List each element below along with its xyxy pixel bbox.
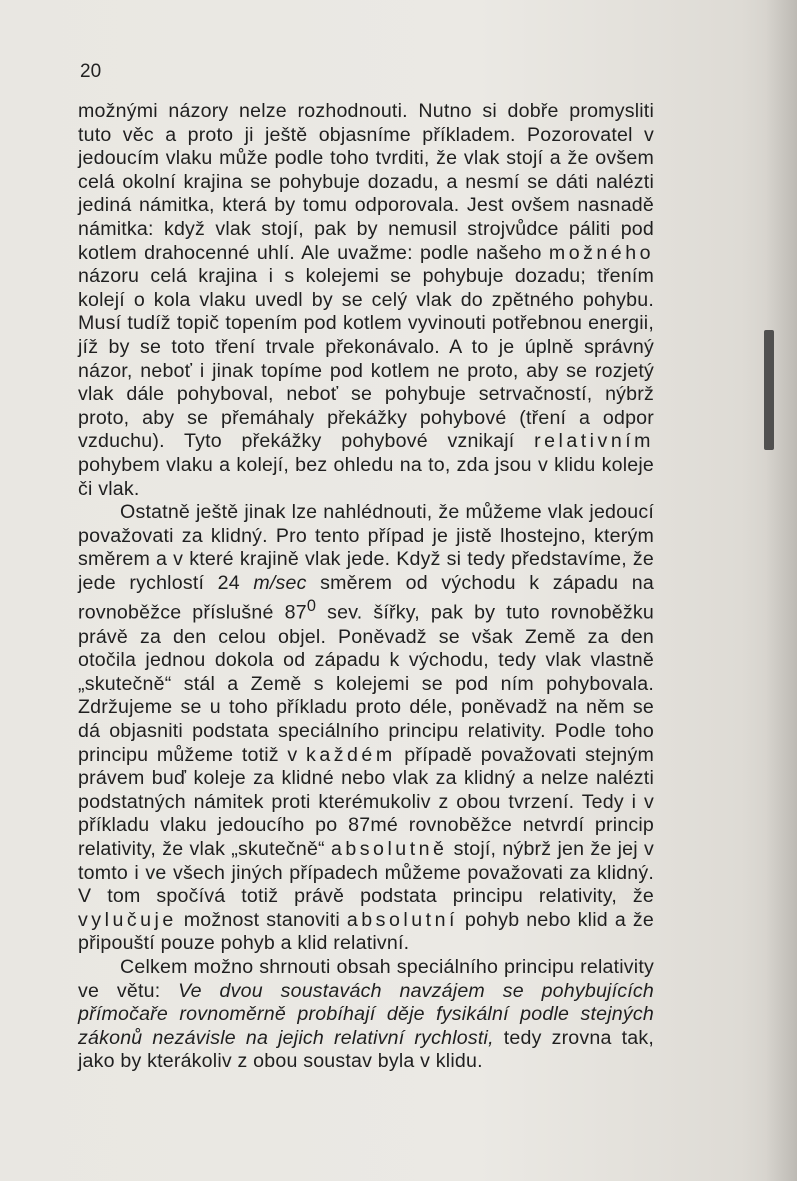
spaced-emphasis: možného: [548, 241, 654, 264]
body-text: [78, 100, 654, 1074]
degree-superscript: 0: [306, 597, 317, 616]
page-tab-marker: [764, 330, 774, 450]
spaced-emphasis: relativním: [534, 430, 654, 453]
spaced-emphasis: každém: [306, 743, 396, 766]
paragraph-2: Ostatně ještě jinak lze nahlédnouti, že můžeme vlak jedoucí považovati za klidný. Pro tento případ je jistě lhostejno, kterým směrem a v které krajině vlak jede. Když si tedy představíme, že jede rychlostí 24 m/sec směrem od východu k západu na rovnoběžce příslušné $87^0$ sev. šířky, pak by tuto rovnoběžku právě za den celou objel. Poněvadž se však Země za den otočila jednou dokola od západu k východu, tedy vlak vlastně „skutečně“ stál a Země s kolejemi se pod ním pohybovala. Zdržujeme se u toho příkladu proto déle, poněvadž na něm se dá objasniti podstata speciálního principu relativity. Podle toho principu můžeme totiž v každém případě považovati stejným právem buď koleje za klidné nebo vlak za klidný a nelze nalézti podstatných námitek proti kterémukoliv z obou tvrzení. Tedy i v příkladu vlaku jedoucího po 87mé rovnoběžce netvrdí princip relativity, že vlak „skutečně“ absolutně stojí, nýbrž jen že jej v tomto i ve všech jiných případech můžeme považovati za klidný. V tom spočívá totiž právě podstata principu relativity, že vylučuje možnost stanoviti absolutní pohyb nebo klid a že připouští pouze pohyb a klid relativní.: [78, 501, 655, 955]
italic-unit: m/sec: [253, 571, 307, 594]
spaced-emphasis: vylučuje: [78, 908, 177, 931]
spaced-emphasis: absolutní: [346, 908, 458, 931]
paragraph-1: možnými názory nelze rozhodnouti. Nutno si dobře promysliti tuto věc a proto ji ještě objasníme příkladem. Pozorovatel v jedoucím vlaku může podle toho tvrditi, že vlak stojí a že ovšem celá okolní krajina se pohybuje dozadu, a nesmí se dáti nalézti jediná námitka, která by tomu odporovala. Jest ovšem nasnadě námitka: když vlak stojí, pak by nemusil strojvůdce páliti pod kotlem drahocenné uhlí. Ale uvažme: podle našeho možného názoru celá krajina i s kolejemi se pohybuje dozadu; třením kolejí o kola vlaku uvedl by se celý vlak do zpětného pohybu. Musí tudíž topič topením pod kotlem vyvinouti potřebnou energii, jíž by se toto tření trvale překonávalo. A to je úplně správný názor, neboť i jinak topíme pod kotlem ne proto, aby se rozjetý vlak dále pohyboval, neboť se pohybuje setrvačností, nýbrž proto, aby se přemáhaly překážky pohybové (tření a odpor vzduchu). Tyto překážky pohybové vznikají relativním pohybem vlaku a kolejí, bez ohledu na to, zda jsou v klidu koleje či vlak.: [78, 100, 654, 500]
page-number: 20: [80, 61, 102, 82]
paragraph-3: Celkem možno shrnouti obsah speciálního principu relativity ve větu: Ve dvou soustavách navzájem se pohybujících přímočaře rovnoměrně probíhají děje fysikální podle stejných zákonů nezávisle na jejich relativní rychlosti, tedy zrovna tak, jako by kterákoliv z obou soustav byla v klidu.: [78, 955, 654, 1073]
spaced-emphasis: absolutně: [330, 837, 448, 860]
italic-principle-statement: Ve dvou soustavách navzájem se pohybujících přímočaře rovnoměrně probíhají děje fysikální podle stejných zákonů nezávisle na jejich relativní rychlosti,: [78, 979, 654, 1049]
page-binding-edge: [767, 0, 797, 1181]
